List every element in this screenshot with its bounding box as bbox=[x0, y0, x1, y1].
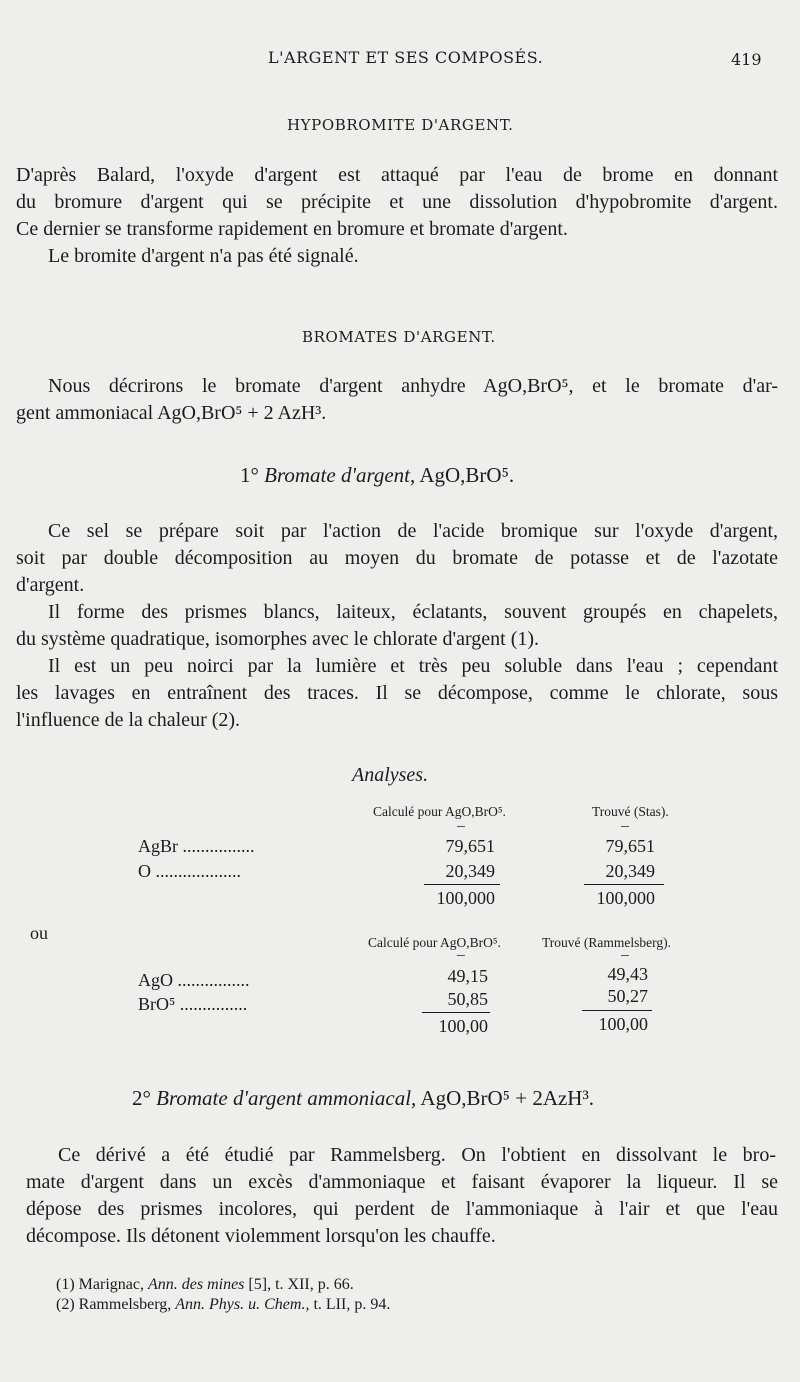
table2-calc-value: 49,15 bbox=[447, 966, 488, 986]
footnote-ref: t. LII, p. 94. bbox=[313, 1296, 391, 1313]
table1-calc-value: 79,651 bbox=[445, 836, 495, 856]
paragraph-line: Nous décrirons le bromate d'argent anhydre AgO,BrO⁵, et le bromate d'ar- bbox=[48, 375, 778, 397]
table1-total-rule bbox=[424, 884, 500, 885]
paragraph-line: Ce dérivé a été étudié par Rammelsberg. On l'obtient en dissolvant le bro- bbox=[58, 1144, 776, 1166]
paragraph-line: du bromure d'argent qui se précipite et une dissolution d'hypobromite d'argent. bbox=[16, 191, 778, 213]
or-label: ou bbox=[30, 923, 48, 943]
running-title: L'ARGENT ET SES COMPOSÉS. bbox=[268, 48, 544, 67]
table1-total-calc: 100,000 bbox=[436, 888, 495, 908]
footnote-source: Ann. des mines bbox=[147, 1276, 245, 1293]
paragraph-line: gent ammoniacal AgO,BrO⁵ + 2 AzH³. bbox=[16, 402, 327, 424]
table2-separator bbox=[621, 955, 629, 956]
footnote-mark: (1) bbox=[56, 1276, 75, 1293]
table2-found-value: 50,27 bbox=[607, 986, 648, 1006]
page-number: 419 bbox=[731, 50, 762, 69]
subsection-formula: AgO,BrO⁵. bbox=[419, 463, 515, 487]
paragraph-line: mate d'argent dans un excès d'ammoniaque et faisant évaporer la liqueur. Il se bbox=[26, 1171, 778, 1193]
table1-separator bbox=[457, 826, 465, 827]
subsection-heading-1 bbox=[240, 463, 514, 488]
paragraph-line: d'argent. bbox=[16, 574, 85, 596]
table1-found-value: 20,349 bbox=[605, 861, 655, 881]
footnote-source: Ann. Phys. u. Chem., bbox=[175, 1296, 310, 1313]
footnote-author: Rammelsberg, bbox=[78, 1296, 172, 1313]
table1-total-rule bbox=[584, 884, 664, 885]
table2-row-label: AgO ................ bbox=[138, 970, 250, 990]
paragraph-line: Il est un peu noirci par la lumière et très peu soluble dans l'eau ; cependant bbox=[48, 655, 778, 677]
table2-found-value: 49,43 bbox=[607, 964, 648, 984]
section-title-bromates: BROMATES D'ARGENT. bbox=[302, 328, 496, 346]
subsection-formula: AgO,BrO⁵ + 2AzH³. bbox=[420, 1086, 595, 1110]
table1-row-label: O ................... bbox=[138, 861, 241, 881]
table2-total-found: 100,00 bbox=[598, 1014, 648, 1034]
paragraph-line: Le bromite d'argent n'a pas été signalé. bbox=[48, 245, 359, 267]
subsection-heading-2 bbox=[132, 1086, 594, 1111]
table1-head-calc: Calculé pour AgO,BrO⁵. bbox=[373, 804, 506, 819]
table1-total-found: 100,000 bbox=[596, 888, 655, 908]
paragraph-line: du système quadratique, isomorphes avec le chlorate d'argent (1). bbox=[16, 628, 540, 650]
section-title-hypobromite: HYPOBROMITE D'ARGENT. bbox=[287, 116, 514, 134]
paragraph-line: les lavages en entraînent des traces. Il se décompose, comme le chlorate, sous bbox=[16, 682, 778, 704]
paragraph-line: Ce dernier se transforme rapidement en bromure et bromate d'argent. bbox=[16, 218, 568, 240]
subsection-number: 2° bbox=[132, 1086, 151, 1110]
analyses-title: Analyses. bbox=[352, 764, 429, 786]
table2-head-found: Trouvé (Rammelsberg). bbox=[542, 935, 671, 950]
table2-separator bbox=[457, 955, 465, 956]
footnote-mark: (2) bbox=[56, 1296, 75, 1313]
subsection-title: Bromate d'argent, bbox=[264, 463, 416, 487]
table1-head-found: Trouvé (Stas). bbox=[592, 804, 669, 819]
paragraph-line: l'influence de la chaleur (2). bbox=[16, 709, 241, 731]
table1-row-label: AgBr ................ bbox=[138, 836, 255, 856]
paragraph-line: Ce sel se prépare soit par l'action de l'acide bromique sur l'oxyde d'argent, bbox=[48, 520, 778, 542]
table1-calc-value: 20,349 bbox=[445, 861, 495, 881]
footnote bbox=[56, 1276, 354, 1294]
footnote bbox=[56, 1296, 390, 1314]
subsection-title: Bromate d'argent ammoniacal, bbox=[156, 1086, 417, 1110]
paragraph-line: dépose des prismes incolores, qui perdent de l'ammoniaque à l'air et que l'eau bbox=[26, 1198, 778, 1220]
table1-separator bbox=[621, 826, 629, 827]
footnote-author: Marignac, bbox=[78, 1276, 144, 1293]
subsection-number: 1° bbox=[240, 463, 259, 487]
table2-total-rule bbox=[582, 1010, 652, 1011]
table2-head-calc: Calculé pour AgO,BrO⁵. bbox=[368, 935, 501, 950]
paragraph-line: Il forme des prismes blancs, laiteux, éclatants, souvent groupés en chapelets, bbox=[48, 601, 778, 623]
table2-row-label: BrO⁵ ............... bbox=[138, 994, 248, 1014]
footnote-ref: [5], t. XII, p. 66. bbox=[248, 1276, 354, 1293]
table2-total-rule bbox=[422, 1012, 490, 1013]
paragraph-line: décompose. Ils détonent violemment lorsqu'on les chauffe. bbox=[26, 1225, 496, 1247]
table1-found-value: 79,651 bbox=[605, 836, 655, 856]
paragraph-line: D'après Balard, l'oxyde d'argent est attaqué par l'eau de brome en donnant bbox=[16, 164, 778, 186]
paragraph-line: soit par double décomposition au moyen du bromate de potasse et de l'azotate bbox=[16, 547, 778, 569]
table2-calc-value: 50,85 bbox=[447, 989, 488, 1009]
table2-total-calc: 100,00 bbox=[438, 1016, 488, 1036]
